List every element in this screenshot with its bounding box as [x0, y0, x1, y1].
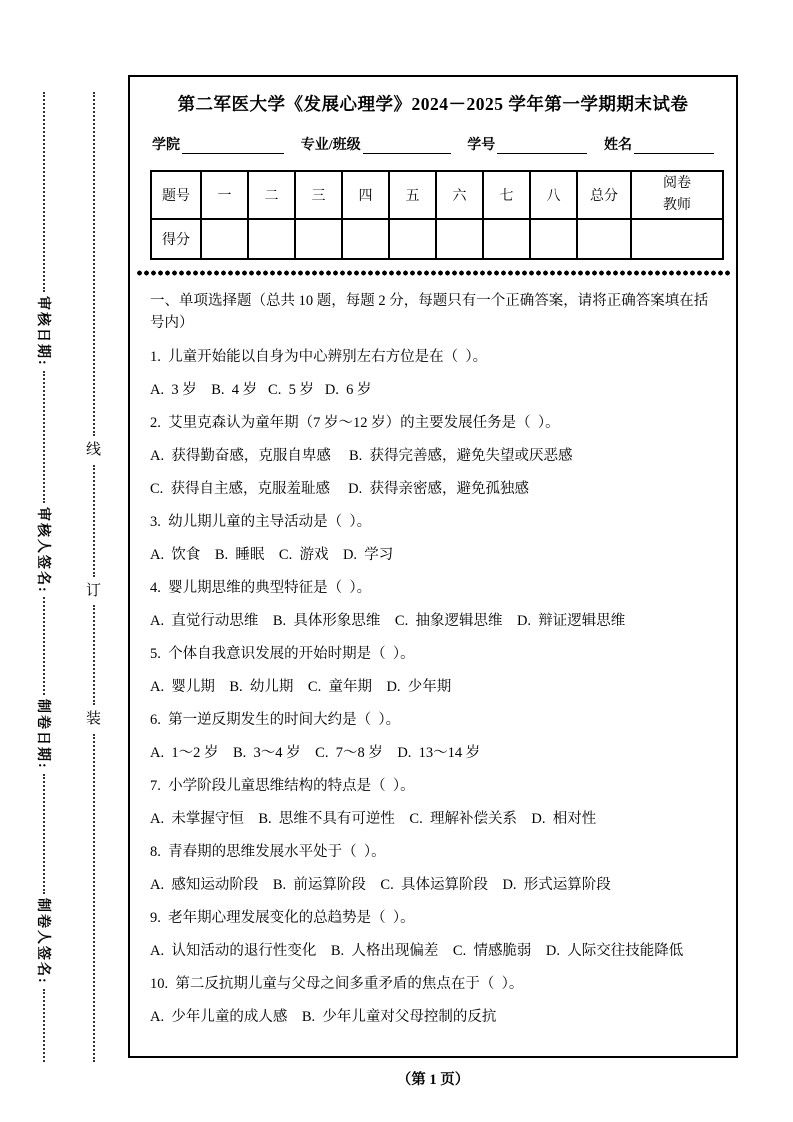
- question-options: A. 1～2 岁 B. 3～4 岁 C. 7～8 岁 D. 13～14 岁: [150, 745, 481, 761]
- question-8: [150, 842, 716, 896]
- score-table-score-row: [151, 219, 723, 259]
- question-4: [150, 578, 716, 632]
- make-date-label: 制卷日期:: [35, 699, 50, 771]
- dotted-line: [43, 92, 45, 292]
- question-stem: 6. 第一逆反期发生的时间大约是（ ）。: [150, 712, 401, 728]
- score-cell: [201, 219, 248, 259]
- dotted-line: [43, 989, 45, 1062]
- question-options: A. 获得勤奋感，克服自卑感 B. 获得完善感，避免失望或厌恶感: [150, 448, 573, 464]
- college-field: [152, 134, 284, 154]
- score-cell: [389, 219, 436, 259]
- page-number: （第 1 页）: [396, 1072, 470, 1088]
- question-stem: 8. 青春期的思维发展水平处于（ ）。: [150, 844, 386, 860]
- question-7: [150, 776, 716, 830]
- question-options: A. 感知运动阶段 B. 前运算阶段 C. 具体运算阶段 D. 形式运算阶段: [150, 877, 611, 893]
- exam-paper: [128, 75, 738, 1058]
- question-stem: 7. 小学阶段儿童思维结构的特点是（ ）。: [150, 778, 415, 794]
- grader-label: 阅卷教师: [631, 171, 723, 219]
- question-stem: 5. 个体自我意识发展的开始时期是（ ）。: [150, 646, 415, 662]
- col-header-6: 六: [436, 171, 483, 219]
- student-id-blank: [497, 137, 587, 154]
- dotted-line: [93, 465, 95, 577]
- grader-cell: [631, 219, 723, 259]
- section-heading: 一、单项选择题（总共 10 题，每题 2 分，每题只有一个正确答案，请将正确答案填在括号内）: [150, 293, 709, 331]
- col-header-7: 七: [483, 171, 530, 219]
- question-3: [150, 512, 716, 566]
- score-label: 得分: [151, 219, 201, 259]
- score-cell: [248, 219, 295, 259]
- name-label: 姓名: [604, 138, 632, 153]
- college-blank: [182, 137, 284, 154]
- question-options: A. 饮食 B. 睡眠 C. 游戏 D. 学习: [150, 547, 394, 563]
- dotted-line: [43, 774, 45, 894]
- question-number-label: 题号: [151, 171, 201, 219]
- col-header-5: 五: [389, 171, 436, 219]
- score-cell: [342, 219, 389, 259]
- question-stem: 9. 老年期心理发展变化的总趋势是（ ）。: [150, 910, 415, 926]
- question-options: C. 获得自主感，克服羞耻感 D. 获得亲密感，避免孤独感: [150, 481, 530, 497]
- binding-char-zhuang: 装: [86, 711, 102, 727]
- dotted-line: [43, 597, 45, 695]
- dotted-line: [93, 92, 95, 436]
- col-header-2: 二: [248, 171, 295, 219]
- total-score-cell: [577, 219, 631, 259]
- col-header-1: 一: [201, 171, 248, 219]
- question-stem: 2. 艾里克森认为童年期（7 岁～12 岁）的主要发展任务是（ ）。: [150, 415, 560, 431]
- exam-body: [150, 290, 716, 1028]
- maker-signature-label: 制卷人签名:: [35, 898, 50, 985]
- binding-line-column: [86, 92, 101, 1062]
- dotted-line: [43, 371, 45, 503]
- exam-title: 第二军医大学《发展心理学》2024－2025 学年第一学期期末试卷: [177, 94, 689, 114]
- col-header-8: 八: [530, 171, 577, 219]
- question-stem: 10. 第二反抗期儿童与父母之间多重矛盾的焦点在于（ ）。: [150, 976, 524, 992]
- name-field: [604, 134, 714, 154]
- question-options: A. 认知活动的退行性变化 B. 人格出现偏差 C. 情感脆弱 D. 人际交往技能降低: [150, 943, 684, 959]
- question-1: [150, 347, 716, 401]
- dotted-separator: [136, 270, 730, 276]
- review-date-label: 审核日期:: [35, 296, 50, 367]
- reviewer-signature-label: 审核人签名:: [35, 506, 50, 594]
- student-id-field: [467, 134, 587, 154]
- total-score-label: 总分: [577, 171, 631, 219]
- score-cell: [530, 219, 577, 259]
- major-class-field: [301, 134, 451, 154]
- question-stem: 1. 儿童开始能以自身为中心辨别左右方位是在（ ）。: [150, 349, 488, 365]
- question-options: A. 直觉行动思维 B. 具体形象思维 C. 抽象逻辑思维 D. 辩证逻辑思维: [150, 613, 626, 629]
- question-options: A. 3 岁 B. 4 岁 C. 5 岁 D. 6 岁: [150, 382, 372, 398]
- question-9: [150, 908, 716, 962]
- question-2: [150, 413, 716, 500]
- score-cell: [295, 219, 342, 259]
- question-6: [150, 710, 716, 764]
- major-class-blank: [363, 137, 451, 154]
- dotted-line: [93, 734, 95, 1063]
- col-header-3: 三: [295, 171, 342, 219]
- dotted-line: [93, 605, 95, 705]
- score-cell: [436, 219, 483, 259]
- name-blank: [634, 137, 714, 154]
- score-table-header-row: [151, 171, 723, 219]
- question-stem: 3. 幼儿期儿童的主导活动是（ ）。: [150, 514, 372, 530]
- binding-char-xian: 线: [86, 442, 102, 458]
- question-options: A. 婴儿期 B. 幼儿期 C. 童年期 D. 少年期: [150, 679, 452, 695]
- score-table: [150, 170, 724, 260]
- question-5: [150, 644, 716, 698]
- student-id-label: 学号: [467, 138, 496, 153]
- major-class-label: 专业/班级: [300, 138, 361, 153]
- question-options: A. 少年儿童的成人感 B. 少年儿童对父母控制的反抗: [150, 1009, 497, 1025]
- question-stem: 4. 婴儿期思维的典型特征是（ ）。: [150, 580, 372, 596]
- student-info-line: [150, 134, 716, 154]
- binding-char-ding: 订: [86, 582, 102, 599]
- question-10: [150, 974, 716, 1028]
- score-cell: [483, 219, 530, 259]
- college-label: 学院: [152, 138, 180, 153]
- col-header-4: 四: [342, 171, 389, 219]
- question-options: A. 未掌握守恒 B. 思维不具有可逆性 C. 理解补偿关系 D. 相对性: [150, 811, 597, 827]
- signature-column: [34, 92, 54, 1062]
